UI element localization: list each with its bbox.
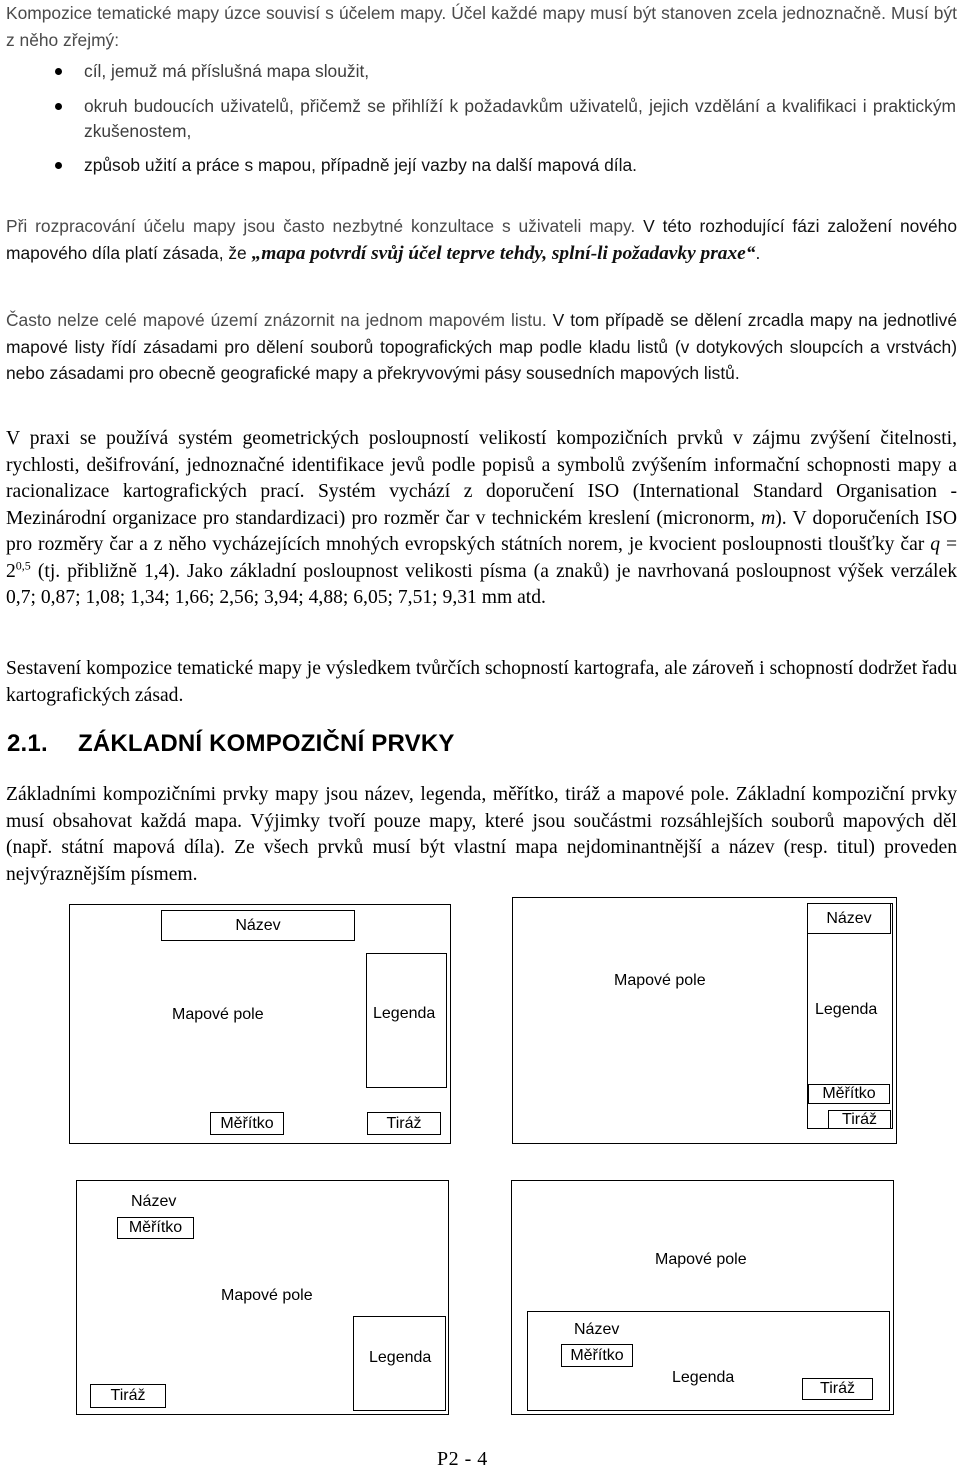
division-paragraph: Často nelze celé mapové území znázornit na jednom mapovém listu. V tom případě se dělení zrcadla mapy na jednotlivé mapové listy řídí zásadami pro dělení souborů topografických map podle kladu listů (v dotykových sloupcích a vrstvách) nebo zásadami pro obecně geografické mapy a překryvovými pásy sousedních mapových listů. (6, 310, 957, 383)
section-number: 2.1. (7, 730, 48, 757)
title-box: Název (161, 910, 355, 941)
intro-paragraph: Kompozice tematické mapy úzce souvisí s účelem mapy. Účel každé mapy musí být stanoven zcela jednoznačně. Musí být z něho zřejmý: (6, 3, 957, 50)
layout-diagram-3 (76, 1180, 449, 1415)
imprint-box: Tiráž (828, 1110, 891, 1129)
bullet-icon (55, 68, 62, 75)
map-field-label: Mapové pole (614, 972, 706, 989)
side-column (807, 903, 893, 1129)
legend-label: Legenda (369, 1349, 432, 1366)
legend-box (366, 953, 447, 1088)
iso-paragraph: V praxi se používá systém geometrických posloupností velikostí kompozičních prvků v zájmu zvýšení čitelnosti, rychlosti, dešifrování, jednoznačné identifikace jevů podle popisů a symbolů zvýšením informační schopnosti mapy a racionalizace kartografických prací. Systém vychází z doporučení ISO (International Standard Organisation - Mezinárodní organizace pro standardizaci) pro rozměr čar v technickém kreslení (micronorm, m). V doporučeních ISO pro rozměry čar a z něho vycházejících mnohých evropských státních norem, je kvocient posloupnosti tloušťky čar $q = 2^{0,5}$ (tj. přibližně 1,4). Jako základní posloupnost velikosti písma (a znaků) je navrhovaná posloupnost výšek verzálek 0,7; 0,87; 1,08; 1,34; 1,66; 2,56; 3,94; 4,88; 6,05; 7,51; 9,31 mm atd. (6, 428, 957, 608)
scale-box: Měřítko (117, 1217, 194, 1239)
legend-label: Legenda (373, 1005, 436, 1022)
section-paragraph: Základními kompozičními prvky mapy jsou název, legenda, měřítko, tiráž a mapové pole. Základní kompoziční prvky musí obsahovat každá mapa. Výjimky tvoří pouze mapy, které jsou součástmi rozsáhlejších souborů mapových děl (např. státní mapová díla). Ze všech prvků musí být vlastní mapa nejdominantnější a název (resp. titul) proveden nejvýraznějším písmem. (6, 784, 957, 885)
list-item: cíl, jemuž má příslušná mapa sloužit, (0, 59, 960, 84)
legend-box (353, 1316, 446, 1411)
scale-box: Měřítko (561, 1344, 633, 1367)
list-item: okruh budoucích uživatelů, přičemž se přihlíží k požadavkům uživatelů, jejich vzdělání a kvalifikaci i praktickým zkušenostem, (0, 94, 960, 144)
scale-box: Měřítko (210, 1112, 284, 1135)
page-number: P2 - 4 (437, 1448, 488, 1470)
map-field-label: Mapové pole (655, 1251, 747, 1268)
layout-diagram-1 (69, 904, 451, 1144)
title-box: Název (807, 903, 891, 934)
bullet-icon (55, 162, 62, 169)
list-item: způsob užití a práce s mapou, případně její vazby na další mapová díla. (0, 153, 960, 178)
imprint-box: Tiráž (367, 1112, 441, 1135)
section-title: ZÁKLADNÍ KOMPOZIČNÍ PRVKY (78, 730, 455, 757)
map-field-label: Mapové pole (221, 1287, 313, 1304)
title-label: Název (131, 1193, 177, 1210)
section-heading (7, 730, 455, 758)
purpose-list (0, 59, 960, 188)
consultation-paragraph: Při rozpracování účelu mapy jsou často nezbytné konzultace s uživateli mapy. V této rozhodující fázi založení nového mapového díla platí zásada, že „mapa potvrdí svůj účel teprve tehdy, splní-li požadavky praxe“. (6, 216, 958, 264)
scale-box: Měřítko (808, 1084, 890, 1104)
imprint-box: Tiráž (90, 1384, 166, 1408)
imprint-box: Tiráž (802, 1378, 873, 1400)
layout-diagram-4 (511, 1180, 894, 1415)
map-field-label: Mapové pole (172, 1006, 264, 1023)
quote: „mapa potvrdí svůj účel teprve tehdy, splní-li požadavky praxe“ (251, 242, 756, 264)
legend-label: Legenda (815, 1001, 878, 1018)
title-label: Název (574, 1321, 620, 1338)
layout-diagram-2 (512, 897, 897, 1144)
bullet-icon (55, 103, 62, 110)
summary-paragraph: Sestavení kompozice tematické mapy je výsledkem tvůrčích schopností kartografa, ale zároveň i schopností dodržet řadu kartografických zásad. (6, 658, 957, 706)
bottom-panel (527, 1311, 890, 1411)
legend-label: Legenda (672, 1369, 735, 1386)
